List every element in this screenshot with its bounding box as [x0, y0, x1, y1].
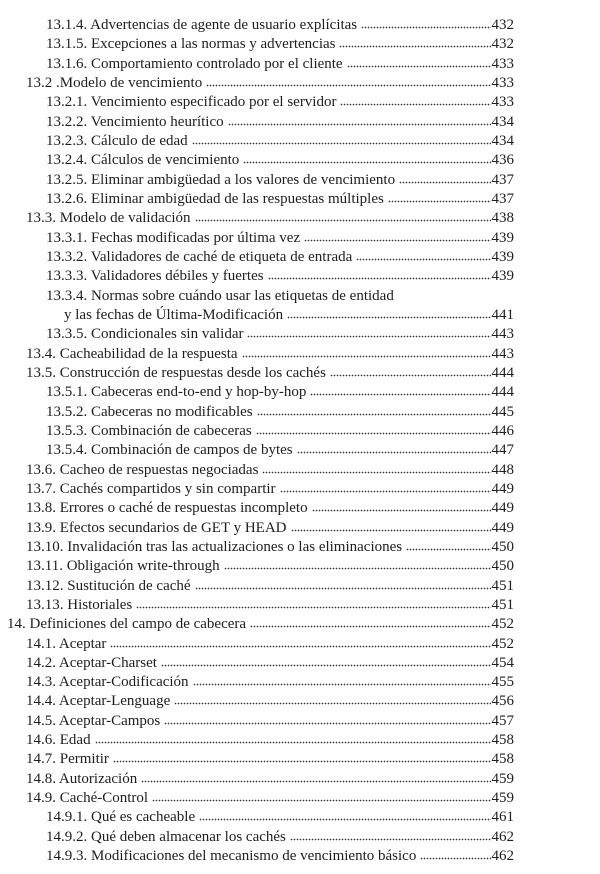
- toc-entry: [0, 615, 514, 634]
- dot-leader: [339, 44, 490, 48]
- toc-page-number: 444: [491, 364, 514, 381]
- toc-entry-line: [0, 287, 514, 306]
- dot-leader: [195, 218, 491, 222]
- toc-entry-title: 14.9.3. Modificaciones del mecanismo de vencimiento básico: [46, 848, 417, 865]
- toc-entry: [0, 577, 514, 596]
- toc-page-number: 446: [491, 422, 514, 439]
- toc-entry-title: 13.5.4. Combinación de campos de bytes: [46, 442, 293, 459]
- toc-page-number: 447: [491, 442, 514, 459]
- toc-entry-title: 14. Definiciones del campo de cabecera: [7, 616, 247, 633]
- toc-entry-title: 13.3.3. Validadores débiles y fuertes: [46, 268, 264, 285]
- toc-entry: [0, 538, 514, 557]
- toc-page-number: 451: [491, 596, 514, 613]
- toc-entry: [0, 16, 514, 35]
- toc-page-number: 434: [491, 113, 514, 130]
- toc-page-number: 450: [491, 558, 514, 575]
- toc-page-number: 459: [491, 770, 514, 787]
- dot-leader: [243, 160, 490, 164]
- toc-entry: [0, 519, 514, 538]
- toc-page-number: 462: [491, 828, 514, 845]
- dot-leader: [206, 83, 490, 87]
- toc-entry: [0, 828, 514, 847]
- toc-entry-title: 14.1. Aceptar: [26, 635, 107, 652]
- toc-page-number: 449: [491, 519, 514, 536]
- toc-page-number: 462: [491, 848, 514, 865]
- toc-entry-title: 13.2.3. Cálculo de edad: [46, 132, 188, 149]
- toc-entry-title: 13.2.6. Eliminar ambigüedad de las respuestas múltiples: [46, 190, 384, 207]
- toc-entry-title: 13.5. Construcción de respuestas desde los cachés: [26, 364, 326, 381]
- toc-page-number: 449: [491, 480, 514, 497]
- toc-entry-title-continuation: y las fechas de Última-Modificación: [64, 306, 284, 323]
- toc-entry-title: 13.12. Sustitución de caché: [26, 577, 191, 594]
- dot-leader: [141, 779, 490, 783]
- toc-page-number: 441: [491, 306, 514, 323]
- toc-entry: [0, 441, 514, 460]
- toc-entry: [0, 692, 514, 711]
- toc-page-number: 443: [491, 345, 514, 362]
- dot-leader: [242, 354, 491, 358]
- toc-page-number: 437: [491, 171, 514, 188]
- dot-leader: [164, 721, 490, 725]
- toc-entry-title: 13.5.2. Cabeceras no modificables: [46, 403, 253, 420]
- toc-page-number: 436: [491, 152, 514, 169]
- toc-entry-title: 13.11. Obligación write-through: [26, 558, 220, 575]
- toc-entry-title: 13.5.1. Cabeceras end-to-end y hop-by-hop: [46, 384, 307, 401]
- dot-leader: [280, 489, 491, 493]
- toc-page-number: 439: [491, 229, 514, 246]
- dot-leader: [399, 180, 490, 184]
- toc-entry-title: 14.7. Permitir: [26, 751, 109, 768]
- toc-page-number: 433: [491, 74, 514, 91]
- dot-leader: [136, 605, 490, 609]
- toc-entry-title: 13.2 .Modelo de vencimiento: [26, 74, 203, 91]
- toc-entry-title: 13.6. Cacheo de respuestas negociadas: [26, 461, 259, 478]
- toc-entry-title: 14.5. Aceptar-Campos: [26, 712, 161, 729]
- toc-entry: [0, 113, 514, 132]
- toc-entry: [0, 770, 514, 789]
- table-of-contents: [0, 16, 514, 866]
- toc-page-number: 455: [491, 674, 514, 691]
- toc-page-number: 445: [491, 403, 514, 420]
- toc-entry: [0, 151, 514, 170]
- dot-leader: [312, 508, 491, 512]
- toc-entry: [0, 74, 514, 93]
- toc-page-number: 448: [491, 461, 514, 478]
- toc-entry: [0, 480, 514, 499]
- dot-leader: [195, 586, 491, 590]
- dot-leader: [199, 817, 490, 821]
- toc-entry-title: 13.10. Invalidación tras las actualizaciones o las eliminaciones: [26, 538, 403, 555]
- toc-entry-title: 13.1.5. Excepciones a las normas y advertencias: [46, 36, 336, 53]
- toc-entry: [0, 248, 514, 267]
- toc-page-number: 439: [491, 248, 514, 265]
- toc-entry-title: 13.13. Historiales: [26, 596, 133, 613]
- dot-leader: [297, 450, 491, 454]
- toc-entry-title: 14.3. Aceptar-Codificación: [26, 674, 189, 691]
- dot-leader: [388, 199, 491, 203]
- toc-entry: [0, 267, 514, 286]
- dot-leader: [268, 276, 491, 280]
- toc-entry-title: 13.3. Modelo de validación: [26, 210, 191, 227]
- toc-entry: [0, 750, 514, 769]
- toc-entry-title: 14.4. Aceptar-Lenguage: [26, 693, 171, 710]
- toc-entry-title: 13.7. Cachés compartidos y sin compartir: [26, 480, 276, 497]
- toc-entry: [0, 93, 514, 112]
- dot-leader: [228, 122, 491, 126]
- toc-entry: [0, 171, 514, 190]
- toc-entry: [0, 132, 514, 151]
- toc-entry: [0, 461, 514, 480]
- toc-entry-title: 13.3.1. Fechas modificadas por última vez: [46, 229, 301, 246]
- dot-leader: [340, 102, 490, 106]
- toc-entry: [0, 673, 514, 692]
- dot-leader: [420, 856, 490, 860]
- toc-entry: [0, 229, 514, 248]
- toc-entry-title: 13.4. Cacheabilidad de la respuesta: [26, 345, 238, 362]
- toc-entry: [0, 190, 514, 209]
- toc-entry: [0, 364, 514, 383]
- toc-entry: [0, 847, 514, 866]
- dot-leader: [361, 25, 490, 29]
- dot-leader: [256, 431, 491, 435]
- toc-entry: [0, 345, 514, 364]
- toc-entry: [0, 35, 514, 54]
- toc-page-number: 458: [491, 732, 514, 749]
- toc-page-number: 443: [491, 326, 514, 343]
- toc-entry: [0, 422, 514, 441]
- toc-page-number: 434: [491, 132, 514, 149]
- toc-entry: [0, 654, 514, 673]
- toc-page-number: 433: [491, 55, 514, 72]
- dot-leader: [193, 682, 491, 686]
- toc-entry-title: 13.2.1. Vencimiento especificado por el servidor: [46, 94, 337, 111]
- toc-entry: [0, 403, 514, 422]
- toc-entry: [0, 55, 514, 74]
- dot-leader: [262, 470, 490, 474]
- toc-entry-title: 13.9. Efectos secundarios de GET y HEAD: [26, 519, 287, 536]
- dot-leader: [291, 528, 491, 532]
- dot-leader: [161, 663, 491, 667]
- toc-entry: [0, 789, 514, 808]
- toc-entry: [0, 306, 514, 325]
- toc-page-number: 437: [491, 190, 514, 207]
- toc-entry: [0, 808, 514, 827]
- toc-entry-title: 13.8. Errores o caché de respuestas incompleto: [26, 500, 308, 517]
- toc-page-number: 432: [491, 17, 514, 33]
- toc-entry: [0, 557, 514, 576]
- toc-page-number: 461: [491, 809, 514, 826]
- toc-entry: [0, 712, 514, 731]
- toc-entry-title: 14.9.2. Qué deben almacenar los cachés: [46, 828, 286, 845]
- toc-entry-title: 13.1.6. Comportamiento controlado por el cliente: [46, 55, 343, 72]
- toc-entry-title: 13.1.4. Advertencias de agente de usuario explícitas: [46, 17, 358, 33]
- dot-leader: [406, 547, 490, 551]
- toc-page-number: 459: [491, 790, 514, 807]
- dot-leader: [95, 740, 491, 744]
- toc-entry-title: 14.6. Edad: [26, 732, 91, 749]
- dot-leader: [113, 759, 491, 763]
- toc-page-number: 454: [491, 654, 514, 671]
- toc-entry: [0, 209, 514, 228]
- toc-entry: [0, 383, 514, 402]
- toc-page-number: 452: [491, 616, 514, 633]
- dot-leader: [257, 412, 491, 416]
- dot-leader: [174, 701, 490, 705]
- toc-page-number: 456: [491, 693, 514, 710]
- toc-page-number: 457: [491, 712, 514, 729]
- toc-entry: [0, 325, 514, 344]
- toc-page-number: 458: [491, 751, 514, 768]
- toc-entry-title: 13.2.5. Eliminar ambigüedad a los valores de vencimiento: [46, 171, 396, 188]
- dot-leader: [356, 257, 490, 261]
- toc-entry-title: 13.2.4. Cálculos de vencimiento: [46, 152, 240, 169]
- toc-page-number: 439: [491, 268, 514, 285]
- toc-page-number: 432: [491, 36, 514, 53]
- dot-leader: [304, 238, 490, 242]
- toc-entry: [0, 499, 514, 518]
- toc-entry: [0, 731, 514, 750]
- dot-leader: [290, 837, 491, 841]
- dot-leader: [310, 392, 490, 396]
- dot-leader: [192, 141, 491, 145]
- toc-entry-title: 13.3.4. Normas sobre cuándo usar las etiquetas de entidad: [46, 287, 394, 304]
- dot-leader: [330, 373, 491, 377]
- dot-leader: [247, 334, 490, 338]
- toc-entry-title: 13.3.2. Validadores de caché de etiqueta de entrada: [46, 248, 353, 265]
- toc-entry-title: 14.2. Aceptar-Charset: [26, 654, 157, 671]
- toc-entry-title: 13.5.3. Combinación de cabeceras: [46, 422, 252, 439]
- dot-leader: [287, 315, 490, 319]
- toc-entry: [0, 635, 514, 654]
- dot-leader: [250, 624, 490, 628]
- toc-entry-title: 14.8. Autorización: [26, 770, 138, 787]
- dot-leader: [110, 644, 490, 648]
- dot-leader: [224, 566, 491, 570]
- dot-leader: [152, 798, 490, 802]
- toc-page-number: 449: [491, 500, 514, 517]
- toc-page-number: 450: [491, 538, 514, 555]
- toc-page-number: 433: [491, 94, 514, 111]
- toc-page-number: 444: [491, 384, 514, 401]
- toc-entry-title: 13.2.2. Vencimiento heurítico: [46, 113, 224, 130]
- dot-leader: [347, 64, 491, 68]
- toc-entry-title: 14.9.1. Qué es cacheable: [46, 809, 196, 826]
- toc-page-number: 438: [491, 210, 514, 227]
- toc-entry-title: 14.9. Caché-Control: [26, 790, 149, 807]
- toc-page-number: 452: [491, 635, 514, 652]
- toc-entry: [0, 596, 514, 615]
- toc-entry-title: 13.3.5. Condicionales sin validar: [46, 326, 244, 343]
- toc-page-number: 451: [491, 577, 514, 594]
